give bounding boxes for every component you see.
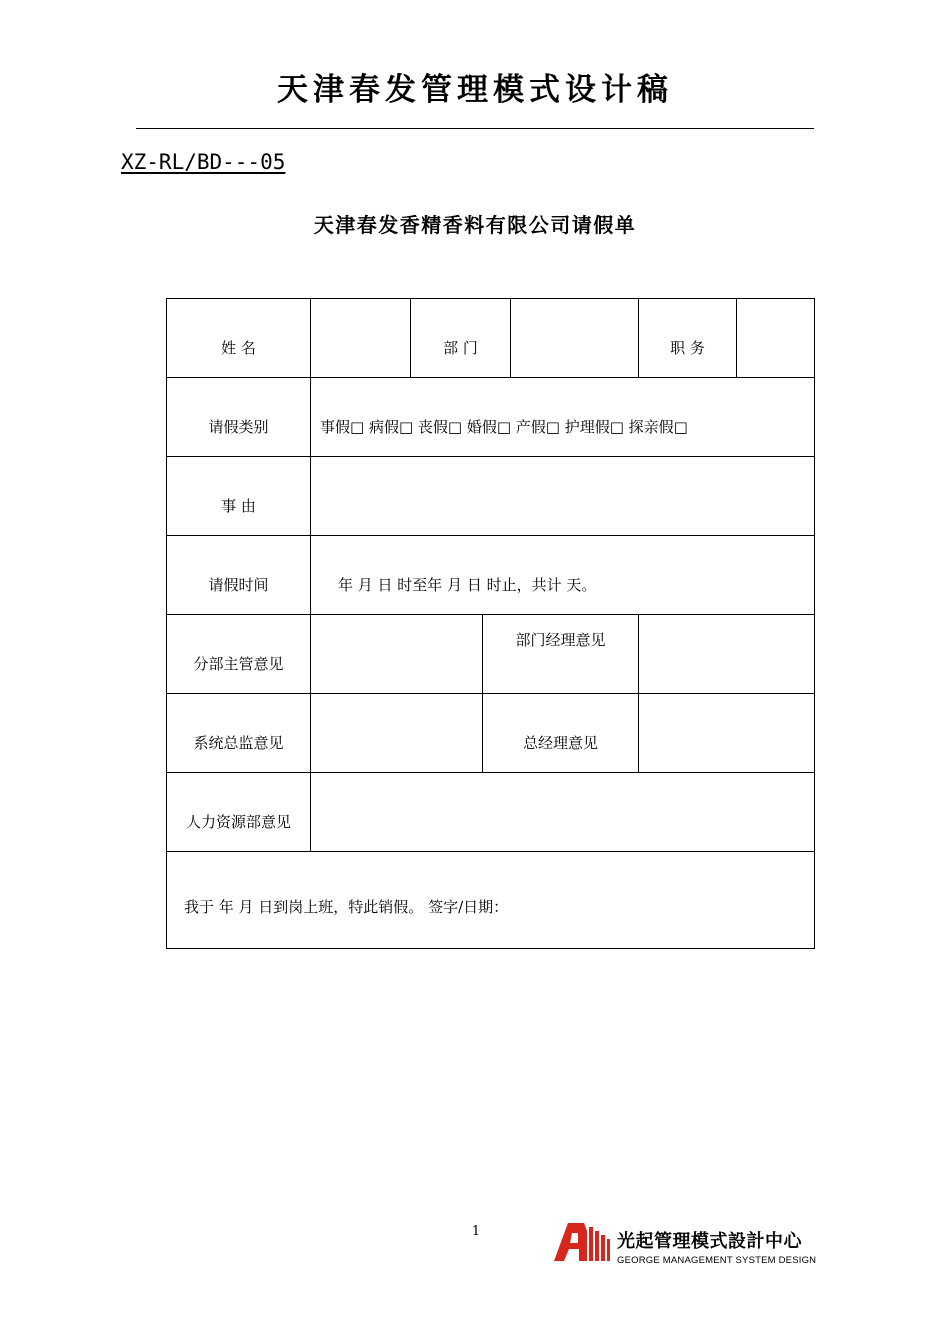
company-logo-icon [553, 1223, 611, 1263]
hr-department-label: 人力资源部意见 [167, 773, 311, 852]
logo-name-chinese: 光起管理模式設計中心 [617, 1231, 802, 1252]
position-field[interactable] [737, 299, 815, 378]
form-row-basic-info [167, 299, 815, 378]
reason-field[interactable] [311, 457, 815, 536]
hr-department-field[interactable] [311, 773, 815, 852]
name-field[interactable] [311, 299, 411, 378]
system-director-field[interactable] [311, 694, 483, 773]
form-row-supervisor-opinion [167, 615, 815, 694]
system-director-label: 系统总监意见 [167, 694, 311, 773]
page-number: 1 [471, 1224, 481, 1239]
form-row-director-opinion [167, 694, 815, 773]
name-label: 姓 名 [167, 299, 311, 378]
return-statement[interactable]: 我于 年 月 日到岗上班，特此销假。 签字/日期： [167, 852, 815, 949]
position-label: 职 务 [639, 299, 737, 378]
form-row-hr-opinion [167, 773, 815, 852]
form-row-leave-type [167, 378, 815, 457]
form-title: 天津春发香精香料有限公司请假单 [313, 213, 637, 237]
dept-manager-field[interactable] [639, 615, 815, 694]
leave-time-label: 请假时间 [167, 536, 311, 615]
department-label: 部 门 [411, 299, 511, 378]
general-manager-label: 总经理意见 [483, 694, 639, 773]
general-manager-field[interactable] [639, 694, 815, 773]
form-row-return [167, 852, 815, 949]
leave-type-options[interactable]: 事假□ 病假□ 丧假□ 婚假□ 产假□ 护理假□ 探亲假□ [311, 378, 815, 457]
branch-supervisor-label: 分部主管意见 [167, 615, 311, 694]
header-divider [136, 128, 814, 129]
reason-label: 事 由 [167, 457, 311, 536]
branch-supervisor-field[interactable] [311, 615, 483, 694]
form-row-leave-time [167, 536, 815, 615]
dept-manager-label: 部门经理意见 [483, 615, 639, 694]
leave-request-form [166, 298, 815, 949]
document-code: XZ-RL/BD---05 [121, 150, 286, 174]
department-field[interactable] [511, 299, 639, 378]
header-title: 天津春发管理模式设计稿 [277, 72, 673, 108]
form-row-reason [167, 457, 815, 536]
leave-time-field[interactable]: 年 月 日 时至年 月 日 时止，共计 天。 [311, 536, 815, 615]
leave-type-label: 请假类别 [167, 378, 311, 457]
logo-name-english: GEORGE MANAGEMENT SYSTEM DESIGN [617, 1255, 817, 1266]
